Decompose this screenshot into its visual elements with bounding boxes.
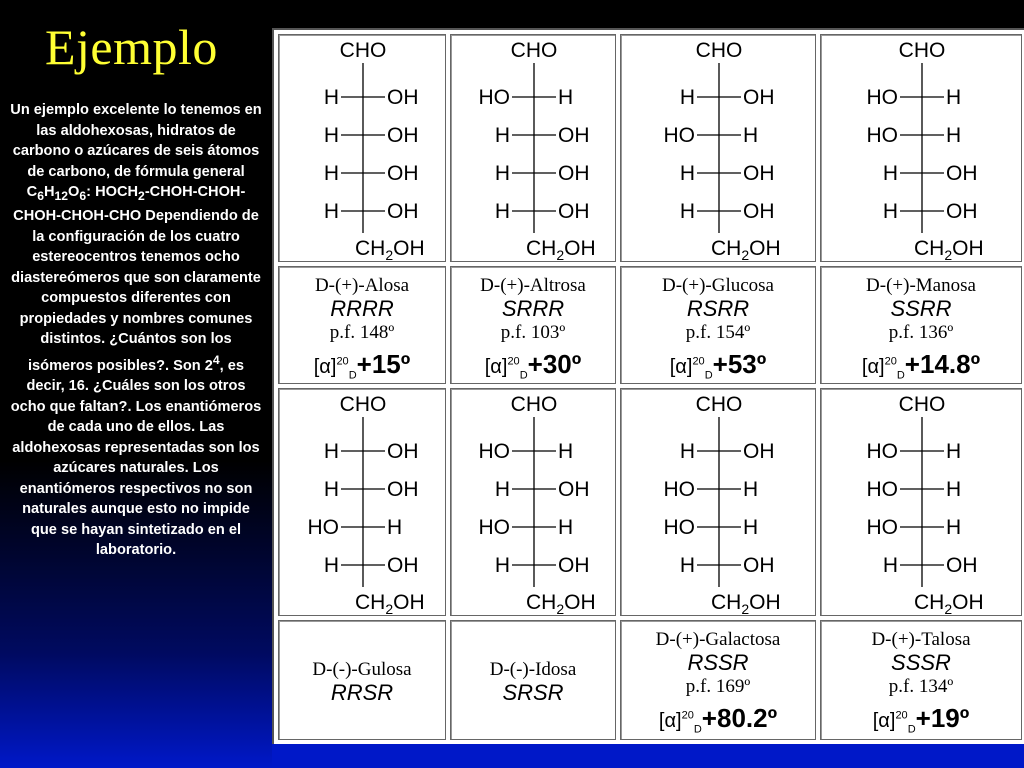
subscript: 2 [138,188,145,203]
right-substituent: OH [387,440,419,463]
right-substituent: OH [558,200,590,223]
left-substituent: H [323,478,339,501]
structure-cell [820,388,1022,616]
stereo-configuration: RRRR [330,296,394,321]
explanation-text [10,100,262,561]
ch2oh-label: $CH_2OH$ [526,591,596,615]
left-substituent: HO [866,516,898,539]
left-substituent: HO [663,124,695,147]
cho-label: CHO [898,39,946,62]
stereo-configuration: SRRR [501,296,565,321]
left-substituent: H [323,440,339,463]
melting-point: p.f. 136º [888,322,954,343]
ch2oh-label: $CH_2OH$ [526,237,596,261]
left-substituent: H [679,440,695,463]
left-substituent: H [323,86,339,109]
rotation-value: +15º [356,349,411,379]
left-substituent: HO [478,516,510,539]
text-part: Un ejemplo excelente lo tenemos en las aldohexosas, hidratos de carbono o azúcares de seis átomos de carbono, de fórmula general C [10,102,262,200]
left-substituent: HO [478,86,510,109]
sugar-info-cell [620,266,816,384]
sugar-info-cell [820,620,1022,740]
optical-rotation: $[\alpha]^{20}_D+80.2º$ [658,703,778,736]
right-substituent: OH [387,478,419,501]
slide-title: Ejemplo [45,19,218,75]
right-substituent: OH [946,162,978,185]
melting-point: p.f. 134º [888,676,954,697]
left-substituent: H [323,162,339,185]
melting-point: p.f. 154º [685,322,751,343]
left-substituent: HO [307,516,339,539]
melting-point: p.f. 103º [500,322,566,343]
structure-cell [278,34,446,262]
fischer-projection [649,391,819,620]
sugar-name: D-(+)-Manosa [866,275,976,296]
ch2oh-label: $CH_2OH$ [355,237,425,261]
left-substituent: HO [663,516,695,539]
stereo-configuration: SSSR [891,650,951,675]
right-substituent: OH [387,162,419,185]
sugar-info-cell [278,620,446,740]
structure-cell [450,388,616,616]
fischer-projection [293,391,463,620]
right-substituent: H [743,516,759,539]
right-substituent: OH [558,478,590,501]
sugar-info-cell [620,620,816,740]
structure-cell [820,34,1022,262]
fischer-projection [293,37,463,266]
footer-bar [272,744,1024,768]
left-substituent: H [323,200,339,223]
left-substituent: H [494,478,510,501]
right-substituent: H [946,124,962,147]
rotation-value: +53º [712,349,767,379]
ch2oh-label: $CH_2OH$ [355,591,425,615]
right-substituent: H [558,86,574,109]
ch2oh-label: $CH_2OH$ [711,591,781,615]
optical-rotation: $[\alpha]^{20}_D+30º$ [484,349,582,382]
right-substituent: H [946,478,962,501]
right-substituent: H [558,440,574,463]
sugar-name: D-(+)-Galactosa [655,629,781,650]
cho-label: CHO [510,393,558,416]
left-substituent: H [323,124,339,147]
optical-rotation: $[\alpha]^{20}_D+19º$ [872,703,970,736]
cho-label: CHO [510,39,558,62]
stereo-configuration: RRSR [330,680,394,705]
cho-label: CHO [339,393,387,416]
optical-rotation: $[\alpha]^{20}_D+53º$ [669,349,767,382]
left-substituent: H [679,554,695,577]
text-part: -CHOH-CHOH-CHOH-CHOH-CHO Dependiendo de la configuración de los cuatro estereocentros tenemos ocho diastereómeros que son claramente compuestos diferentes con propiedades y nombres comunes distintos. ¿Cuántos son los isómeros posibles?. Son 2 [11,184,261,374]
right-substituent: OH [387,124,419,147]
rotation-value: +80.2º [701,703,778,733]
left-substituent: H [494,124,510,147]
cho-label: CHO [695,39,743,62]
left-substituent: H [679,86,695,109]
right-substituent: H [387,516,403,539]
structure-cell [278,388,446,616]
left-substituent: H [882,162,898,185]
right-substituent: OH [558,162,590,185]
optical-rotation: $[\alpha]^{20}_D+15º$ [313,349,411,382]
right-substituent: OH [387,86,419,109]
right-substituent: OH [387,554,419,577]
left-substituent: H [494,554,510,577]
fischer-projection [464,391,634,620]
rotation-value: +14.8º [904,349,981,379]
left-substituent: HO [663,478,695,501]
right-substituent: OH [743,200,775,223]
left-substituent: H [323,554,339,577]
right-substituent: OH [946,554,978,577]
fischer-projection [852,391,1022,620]
cho-label: CHO [695,393,743,416]
right-substituent: H [743,124,759,147]
fischer-projection [649,37,819,266]
sugar-name: D-(+)-Altrosa [480,275,586,296]
left-substituent: H [494,162,510,185]
sugar-name: D-(+)-Talosa [871,629,971,650]
fischer-projection [464,37,634,266]
sugar-info-cell [450,620,616,740]
melting-point: p.f. 169º [685,676,751,697]
melting-point: p.f. 148º [329,322,395,343]
cho-label: CHO [898,393,946,416]
subscript: 6 [79,188,87,203]
subscript: 6 [37,188,44,203]
left-substituent: H [494,200,510,223]
right-substituent: OH [387,200,419,223]
text-part: H [43,184,55,200]
right-substituent: H [946,516,962,539]
structure-cell [620,34,816,262]
left-substituent: H [679,162,695,185]
left-substituent: H [882,200,898,223]
stereo-configuration: RSRR [686,296,750,321]
cho-label: CHO [339,39,387,62]
sugar-info-cell [278,266,446,384]
text-part: , es decir, 16. ¿Cuáles son los otros ocho que faltan?. Los enantiómeros de cada uno de ellos. Las aldohexosas representadas son los azúcares naturales. Los enantiómeros respectivos no son naturales aunque esto no impide que se hayan sintetizado en el laboratorio. [10,357,262,559]
right-substituent: OH [743,554,775,577]
aldohexoses-table [272,28,1024,744]
left-substituent: HO [866,440,898,463]
left-substituent: H [679,200,695,223]
text-part: : HOCH [86,184,139,200]
stereo-configuration: RSSR [687,650,749,675]
left-substituent: H [882,554,898,577]
structure-cell [620,388,816,616]
right-substituent: H [558,516,574,539]
right-substituent: OH [558,554,590,577]
stereo-configuration: SSRR [890,296,952,321]
ch2oh-label: $CH_2OH$ [914,237,984,261]
structure-cell [450,34,616,262]
sugar-name: D-(+)-Alosa [314,275,410,296]
right-substituent: OH [743,162,775,185]
right-substituent: H [946,86,962,109]
subscript: 12 [54,188,69,203]
stereo-configuration: SRSR [502,680,564,705]
superscript: 4 [212,352,220,367]
right-substituent: OH [743,440,775,463]
optical-rotation: $[\alpha]^{20}_D+14.8º$ [861,349,981,382]
fischer-projection [852,37,1022,266]
right-substituent: OH [558,124,590,147]
rotation-value: +30º [527,349,582,379]
text-part: O [68,184,80,200]
right-substituent: H [743,478,759,501]
ch2oh-label: $CH_2OH$ [914,591,984,615]
rotation-value: +19º [915,703,970,733]
left-substituent: HO [866,86,898,109]
right-substituent: H [946,440,962,463]
left-substituent: HO [866,124,898,147]
ch2oh-label: $CH_2OH$ [711,237,781,261]
right-substituent: OH [743,86,775,109]
sugar-info-cell [820,266,1022,384]
right-substituent: OH [946,200,978,223]
left-substituent: HO [866,478,898,501]
sugar-name: D-(+)-Glucosa [661,275,774,296]
sugar-name: D-(-)-Idosa [489,659,577,680]
sugar-name: D-(-)-Gulosa [312,659,412,680]
left-substituent: HO [478,440,510,463]
sugar-info-cell [450,266,616,384]
